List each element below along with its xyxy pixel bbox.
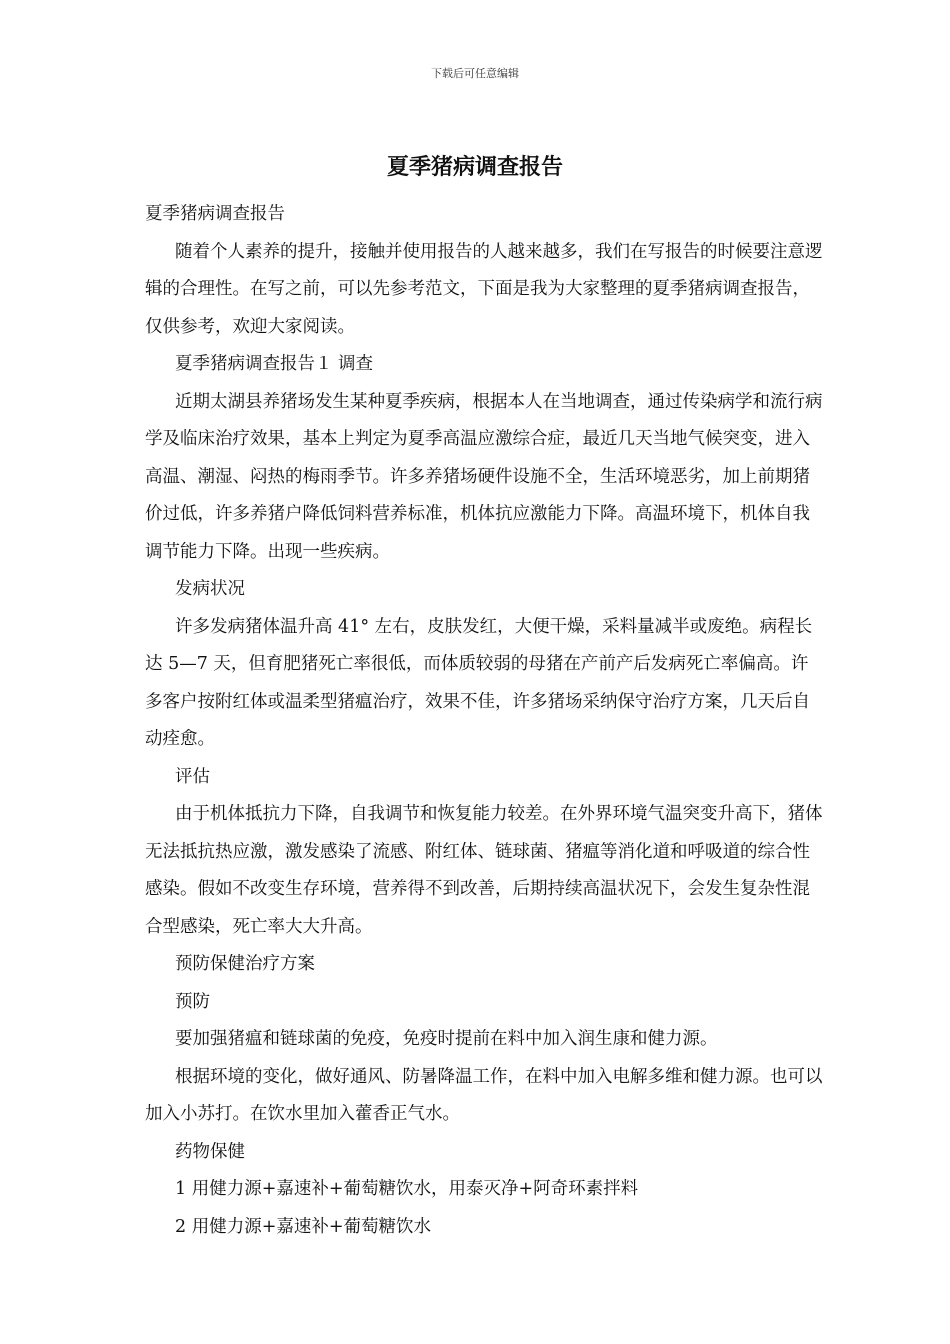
paragraph-subtitle: 夏季猪病调查报告 xyxy=(145,204,285,224)
paragraph-investigation: 近期太湖县养猪场发生某种夏季疾病，根据本人在当地调查，通过传染病学和流行病学及临床治疗效果，基本上判定为夏季高温应激综合症，最近几天当地气候突变，进入高温、潮湿、闷热的梅雨季节。许多养猪场硬件设施不全，生活环境恶劣，加上前期猪价过低，许多养猪户降低饲料营养标准，机体抗应激能力下降。高温环境下，机体自我调节能力下降。出现一些疾病。 xyxy=(145,391,823,562)
section-heading-symptoms: 发病状况 xyxy=(175,579,245,599)
document-body xyxy=(145,196,825,1246)
section-heading-report-1: 夏季猪病调查报告１ 调查 xyxy=(175,354,374,374)
paragraph-intro: 随着个人素养的提升，接触并使用报告的人越来越多，我们在写报告的时候要注意逻辑的合理性。在写之前，可以先参考范文，下面是我为大家整理的夏季猪病调查报告，仅供参考，欢迎大家阅读。 xyxy=(145,241,823,337)
document-title: 夏季猪病调查报告 xyxy=(386,154,563,180)
section-heading-assessment: 评估 xyxy=(175,766,210,787)
paragraph-assessment: 由于机体抵抗力下降，自我调节和恢复能力较差。在外界环境气温突变升高下，猪体无法抵抗热应激，激发感染了流感、附红体、链球菌、猪瘟等消化道和呼吸道的综合性感染。假如不改变生存环境，营养得不到改善，后期持续高温状况下，会发生复杂性混合型感染，死亡率大大升高。 xyxy=(145,804,823,937)
paragraph-prevention-2: 根据环境的变化，做好通风、防暑降温工作，在料中加入电解多维和健力源。也可以加入小苏打。在饮水里加入藿香正气水。 xyxy=(145,1066,823,1124)
header-note: 下载后可任意编辑 xyxy=(431,67,519,80)
section-heading-plan: 预防保健治疗方案 xyxy=(175,954,315,974)
medication-item-2: 2 用健力源+嘉速补+葡萄糖饮水 xyxy=(175,1216,432,1237)
paragraph-prevention-1: 要加强猪瘟和链球菌的免疫，免疫时提前在料中加入润生康和健力源。 xyxy=(175,1029,718,1049)
section-heading-medication: 药物保健 xyxy=(175,1141,245,1162)
section-heading-prevention: 预防 xyxy=(175,991,210,1012)
paragraph-symptoms: 许多发病猪体温升高 41° 左右，皮肤发红，大便干燥，采料量减半或废绝。病程长达 5—7 天，但育肥猪死亡率很低，而体质较弱的母猪在产前产后发病死亡率偏高。许多客户按附红体或温柔型猪瘟治疗，效果不佳，许多猪场采纳保守治疗方案，几天后自动痊愈。 xyxy=(145,616,813,749)
medication-item-1: 1 用健力源+嘉速补+葡萄糖饮水，用泰灭净+阿奇环素拌料 xyxy=(175,1179,639,1199)
